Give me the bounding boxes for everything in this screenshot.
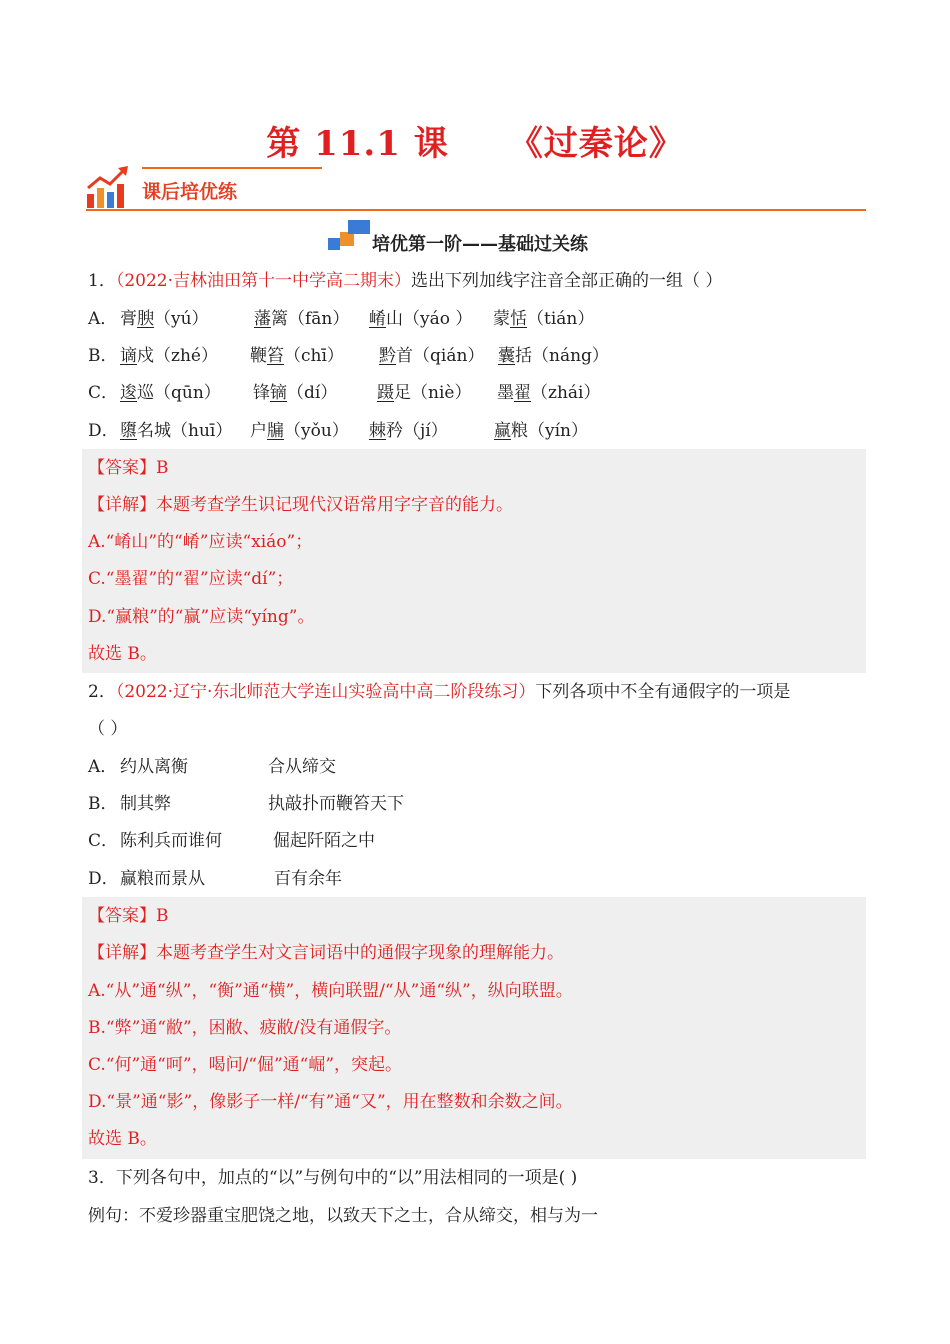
q2-stem-cont: （ ）: [88, 719, 128, 739]
q2-explain-line: 故选 B。: [88, 1129, 157, 1149]
q1-answer: 【答案】B: [88, 458, 169, 478]
q3-example: 例句：不爱珍器重宝肥饶之地，以致天下之士，合从缔交，相与为一: [88, 1206, 598, 1226]
lesson-number: 第 11.1 课: [266, 124, 449, 164]
lesson-name: 《过秦论》: [508, 124, 684, 164]
q2-stem: 2．（2022·辽宁·东北师范大学连山实验高中高二阶段练习）下列各项中不全有通假字的一项是: [88, 682, 791, 702]
banner-rule: [86, 209, 866, 211]
q1-answer-box: [82, 449, 866, 673]
section-title: 培优第一阶——基础过关练: [372, 234, 588, 255]
q1-explain-line: 【详解】本题考查学生识记现代汉语常用字字音的能力。: [88, 495, 513, 515]
q1-explain-line: A.“崤山”的“崤”应读“xiáo”；: [88, 532, 313, 552]
q2-answer-box: [82, 897, 866, 1159]
q1-stem: 1．（2022·吉林油田第十一中学高二期末）选出下列加线字注音全部正确的一组（ ）: [88, 271, 723, 291]
q1-explain-line: D.“赢粮”的“赢”应读“yíng”。: [88, 607, 315, 627]
q1-source: （2022·吉林油田第十一中学高二期末）: [115, 271, 411, 291]
stairs-icon: [328, 220, 370, 252]
q2-explain-line: D.“景”通“影”，像影子一样/“有”通“又”，用在整数和余数之间。: [88, 1092, 573, 1112]
section-banner: [86, 160, 866, 214]
q2-explain-line: C.“何”通“呵”，喝问/“倔”通“崛”，突起。: [88, 1055, 403, 1075]
q2-explain-line: 【详解】本题考查学生对文言词语中的通假字现象的理解能力。: [88, 943, 564, 963]
q1-explain-line: 故选 B。: [88, 644, 157, 664]
banner-top-line: [142, 167, 322, 169]
growth-chart-icon: [86, 166, 130, 208]
q1-explain-line: C.“墨翟”的“翟”应读“dí”；: [88, 569, 294, 589]
q2-answer: 【答案】B: [88, 906, 169, 926]
q2-explain-line: B.“弊”通“敝”，困敝、疲敝/没有通假字。: [88, 1018, 402, 1038]
banner-label: 课后培优练: [142, 181, 238, 203]
q3-stem: 3．下列各句中，加点的“以”与例句中的“以”用法相同的一项是( ): [88, 1168, 578, 1188]
q2-source: （2022·辽宁·东北师范大学连山实验高中高二阶段练习）: [115, 682, 536, 702]
page-title: [0, 116, 950, 165]
q2-explain-line: A.“从”通“纵”，“衡”通“横”，横向联盟/“从”通“纵”，纵向联盟。: [88, 981, 573, 1001]
section-heading: [0, 220, 950, 256]
